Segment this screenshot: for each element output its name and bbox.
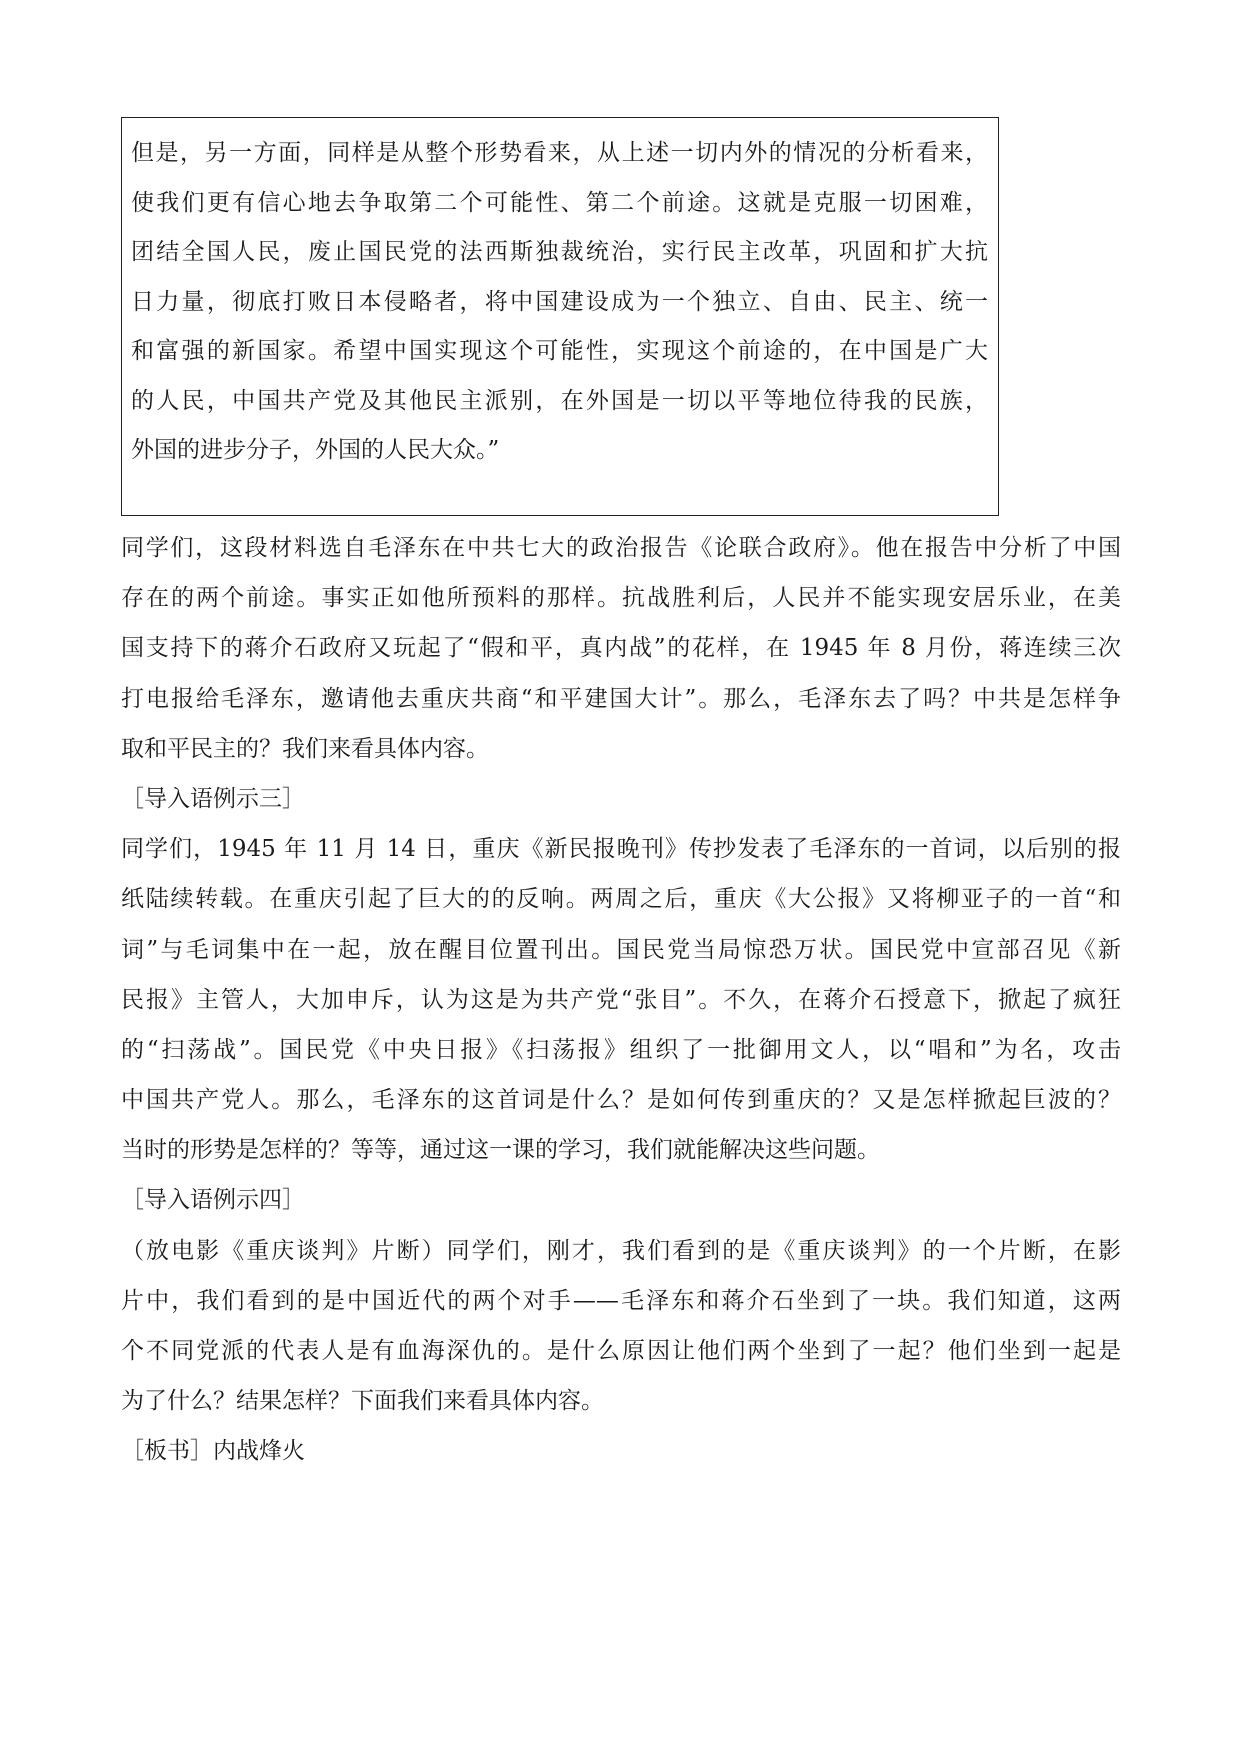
section-heading-3: ［导入语例示三］ — [121, 785, 305, 812]
quote-line: 日力量，彻底打败日本侵略者，将中国建设成为一个独立、自由、民主、统一 — [131, 288, 988, 315]
paragraph-line: 当时的形势是怎样的？等等，通过这一课的学习，我们就能解决这些问题。 — [121, 1137, 880, 1164]
paragraph-line: 存在的两个前途。事实正如他所预料的那样。抗战胜利后，人民并不能实现安居乐业，在美 — [121, 585, 1121, 612]
paragraph-line: 的“扫荡战”。国民党《中央日报》《扫荡报》组织了一批御用文人，以“唱和”为名，攻击 — [121, 1036, 1121, 1063]
quote-line: 团结全国人民，废止国民党的法西斯独裁统治，实行民主改革，巩固和扩大抗 — [131, 239, 988, 265]
paragraph-line: 取和平民主的？我们来看具体内容。 — [121, 735, 489, 762]
paragraph-line: 中国共产党人。那么，毛泽东的这首词是什么？是如何传到重庆的？又是怎样掀起巨波的？ — [121, 1087, 1121, 1114]
quote-line: 使我们更有信心地去争取第二个可能性、第二个前途。这就是克服一切困难， — [131, 189, 988, 216]
board-heading: ［板书］内战烽火 — [121, 1438, 305, 1465]
paragraph-line: 同学们，这段材料选自毛泽东在中共七大的政治报告《论联合政府》。他在报告中分析了中国 — [121, 535, 1121, 561]
paragraph-2 — [121, 824, 1121, 1175]
paragraph-line: 为了什么？结果怎样？下面我们来看具体内容。 — [121, 1388, 604, 1415]
quote-line: 但是，另一方面，同样是从整个形势看来，从上述一切内外的情况的分析看来， — [131, 140, 988, 166]
quote-box — [121, 117, 999, 516]
paragraph-line: （放电影《重庆谈判》片断）同学们，刚才，我们看到的是《重庆谈判》的一个片断，在影 — [121, 1237, 1121, 1264]
section-heading-4: ［导入语例示四］ — [121, 1187, 305, 1214]
document-page — [121, 117, 1121, 1477]
quote-line: 和富强的新国家。希望中国实现这个可能性，实现这个前途的，在中国是广大 — [131, 338, 988, 364]
paragraph-line: 词”与毛词集中在一起，放在醒目位置刊出。国民党当局惊恐万状。国民党中宣部召见《新 — [121, 936, 1121, 963]
paragraph-line: 同学们，1945 年 11 月 14 日，重庆《新民报晚刊》传抄发表了毛泽东的一首词，以后别的报 — [121, 836, 1121, 863]
paragraph-line: 片中，我们看到的是中国近代的两个对手——毛泽东和蒋介石坐到了一块。我们知道，这两 — [121, 1287, 1121, 1314]
quote-line: 外国的进步分子，外国的人民大众。” — [131, 437, 500, 463]
paragraph-line: 纸陆续转载。在重庆引起了巨大的的反响。两周之后，重庆《大公报》又将柳亚子的一首“和 — [121, 886, 1121, 913]
paragraph-line: 民报》主管人，大加申斥，认为这是为共产党“张目”。不久，在蒋介石授意下，掀起了疯狂 — [121, 986, 1121, 1013]
paragraph-1 — [121, 523, 1121, 774]
paragraph-3 — [121, 1226, 1121, 1427]
paragraph-line: 打电报给毛泽东，邀请他去重庆共商“和平建国大计”。那么，毛泽东去了吗？中共是怎样争 — [121, 685, 1121, 712]
paragraph-line: 个不同党派的代表人是有血海深仇的。是什么原因让他们两个坐到了一起？他们坐到一起是 — [121, 1338, 1121, 1364]
quote-line: 的人民，中国共产党及其他民主派别，在外国是一切以平等地位待我的民族， — [131, 387, 988, 414]
paragraph-line: 国支持下的蒋介石政府又玩起了“假和平，真内战”的花样，在 1945 年 8 月份，蒋连续三次 — [121, 635, 1121, 662]
